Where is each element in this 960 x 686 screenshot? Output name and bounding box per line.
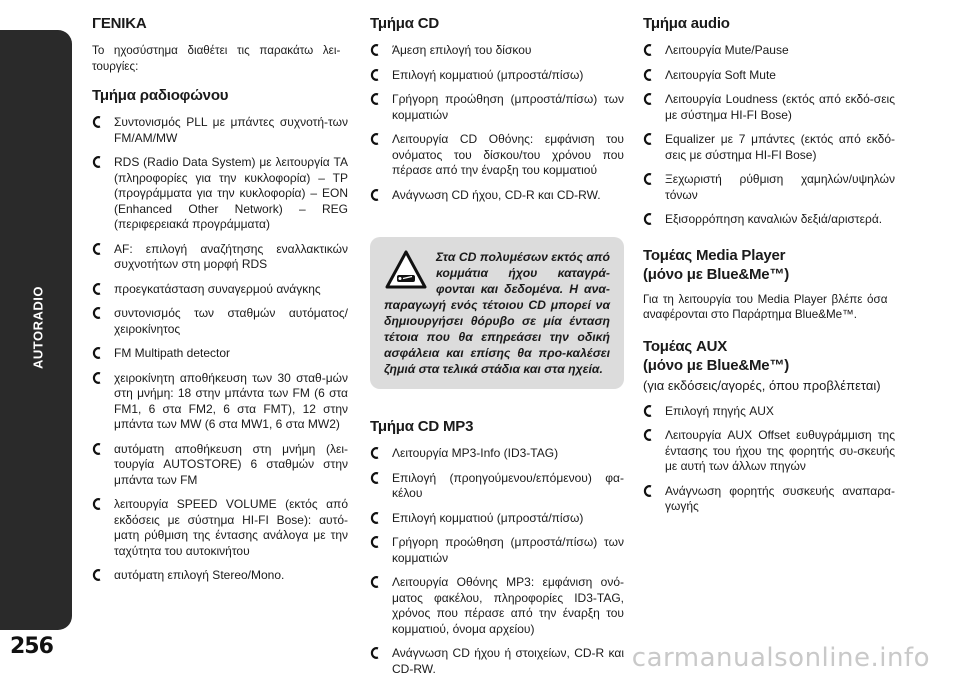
list-item-text: Επιλογή κομματιού (μπροστά/πίσω)	[392, 510, 584, 525]
list-item-text: χειροκίνητη αποθήκευση των 30 σταθ-μών στη μνήμη: 18 στην μπάντα των FM (6 στα FM1, 6 στα FM2, 6 στα FMT), 12 στην μπάντα των MW (6 στα MW1, 6 στα MW2)	[114, 370, 348, 431]
list-item	[370, 68, 624, 84]
list-item-text: Επιλογή (προηγούμενου/επόμενου) φα-κέλου	[392, 470, 624, 500]
bullet-icon	[92, 443, 102, 455]
section-title-audio: Τμήμα audio	[643, 15, 730, 32]
list-item	[92, 346, 348, 362]
section-title-cd: Τμήμα CD	[370, 15, 440, 32]
list-item	[92, 155, 348, 233]
list-item	[92, 497, 348, 559]
media-title-line2: (μόνο με Blue&Me™)	[643, 265, 790, 283]
list-item-text: RDS (Radio Data System) με λειτουργία TA (πληροφορίες για την κυκλοφορία) – TP (προγράμματα για την κυκλοφορία) – EON (Enhanced Other Network) – REG (περιφερειακά προγράμματα)	[114, 155, 348, 231]
list-item	[370, 646, 624, 677]
bullet-icon	[643, 485, 653, 497]
bullet-icon	[92, 156, 102, 168]
bullet-icon	[643, 213, 653, 225]
list-item	[92, 242, 348, 273]
list-item	[370, 43, 624, 59]
list-item-text: Γρήγορη προώθηση (μπροστά/πίσω) των κομματιών	[392, 535, 624, 565]
cd-mp3-list	[370, 446, 624, 677]
bullet-icon	[92, 569, 102, 581]
bullet-icon	[370, 647, 380, 659]
warning-triangle-icon	[384, 249, 428, 293]
bullet-icon	[370, 472, 380, 484]
list-item-text: Εξισορρόπηση καναλιών δεξιά/αριστερά.	[665, 212, 883, 226]
list-item	[92, 306, 348, 337]
section-title-cd-mp3: Τμήμα CD MP3	[370, 418, 474, 435]
bullet-icon	[643, 44, 653, 56]
column-audio	[643, 14, 895, 524]
bullet-icon	[643, 93, 653, 105]
section-title-general: ΓΕΝΙΚΑ	[92, 15, 147, 32]
bullet-icon	[370, 576, 380, 588]
bullet-icon	[643, 405, 653, 417]
list-item	[370, 471, 624, 502]
list-item	[643, 132, 895, 163]
section-title-radio: Τμήμα ραδιοφώνου	[92, 87, 229, 104]
list-item-text: συντονισμός των σταθμών αυτόματος/ χειροκίνητος	[114, 306, 348, 336]
list-item	[92, 115, 348, 146]
bullet-icon	[370, 536, 380, 548]
page-number: 256	[10, 634, 53, 659]
bullet-icon	[92, 307, 102, 319]
list-item	[643, 212, 895, 228]
bullet-icon	[370, 447, 380, 459]
list-item	[643, 92, 895, 123]
radio-list	[92, 115, 348, 584]
bullet-icon	[643, 69, 653, 81]
list-item-text: Λειτουργία Soft Mute	[665, 67, 776, 82]
list-item	[643, 428, 895, 475]
list-item	[92, 442, 348, 489]
list-item	[92, 282, 348, 298]
list-item-text: προεγκατάσταση συναγερμού ανάγκης	[114, 281, 321, 296]
list-item	[643, 172, 895, 203]
list-item	[370, 132, 624, 179]
list-item-text: Επιλογή κομματιού (μπροστά/πίσω)	[392, 67, 584, 82]
bullet-icon	[643, 133, 653, 145]
column-cd	[370, 14, 624, 686]
bullet-icon	[92, 498, 102, 510]
list-item-text: αυτόματη αποθήκευση στη μνήμη (λει-τουργία AUTOSTORE) 6 σταθμών στην μπάντα των FM	[114, 441, 348, 487]
list-item-text: Άμεση επιλογή του δίσκου	[392, 43, 532, 57]
list-item-text: αυτόματη επιλογή Stereo/Mono.	[114, 568, 285, 582]
aux-subtitle: (για εκδόσεις/αγορές, όπου προβλέπεται)	[643, 377, 881, 393]
list-item-text: Επιλογή πηγής AUX	[665, 403, 774, 418]
list-item-text: Λειτουργία CD Οθόνης: εμφάνιση του ονόματος του δίσκου/του χρόνου που πέρασε από την έναρξη του κομματιού	[392, 132, 624, 177]
aux-title-line2: (μόνο με Blue&Me™)	[643, 356, 790, 374]
list-item	[643, 43, 895, 59]
list-item	[92, 371, 348, 433]
bullet-icon	[370, 69, 380, 81]
watermark: carmanualsonline.info	[631, 643, 930, 673]
bullet-icon	[92, 372, 102, 384]
list-item-text: Ξεχωριστή ρύθμιση χαμηλών/υψηλών τόνων	[665, 172, 895, 202]
aux-title-line1: Τομέας AUX	[643, 337, 728, 355]
column-general	[92, 14, 348, 593]
media-player-text: Για τη λειτουργία του Media Player βλέπε όσα αναφέρονται στο Παράρτημα Blue&Me™.	[643, 291, 888, 321]
list-item	[643, 404, 895, 420]
sidebar-tab	[0, 30, 72, 630]
list-item	[370, 188, 624, 204]
aux-list	[643, 404, 895, 515]
list-item	[370, 446, 624, 462]
list-item-text: Ανάγνωση CD ήχου ή στοιχείων, CD-R και CD-RW.	[392, 646, 624, 676]
list-item-text: Λειτουργία MP3-Info (ID3-TAG)	[392, 446, 559, 460]
list-item-text: Λειτουργία AUX Offset ευθυγράμμιση της έντασης του ήχου της φορητής συ-σκευής με αυτή των άλλων πηγών	[665, 428, 895, 473]
list-item-text: FM Multipath detector	[114, 346, 231, 360]
list-item-text: Ανάγνωση CD ήχου, CD-R και CD-RW.	[392, 187, 601, 202]
bullet-icon	[643, 173, 653, 185]
section-title-media-player	[643, 246, 895, 284]
media-title-line1: Τομέας Media Player	[643, 246, 786, 264]
list-item-text: Λειτουργία Loudness (εκτός από εκδό-σεις με σύστημα HI-FI Bose)	[665, 92, 895, 122]
list-item	[370, 535, 624, 566]
bullet-icon	[370, 189, 380, 201]
list-item-text: Λειτουργία Οθόνης MP3: εμφάνιση ονό-ματος φακέλου, πληροφορίες ID3-TAG, χρόνος που πέρασε από την έναρξη του κομματιού, όνομα αρχείου)	[392, 575, 624, 636]
bullet-icon	[370, 512, 380, 524]
bullet-icon	[92, 347, 102, 359]
bullet-icon	[370, 93, 380, 105]
warning-box	[370, 237, 624, 389]
list-item-text: AF: επιλογή αναζήτησης εναλλακτικών συχνοτήτων στη μορφή RDS	[114, 241, 348, 271]
list-item	[643, 68, 895, 84]
cd-list	[370, 43, 624, 203]
list-item-text: λειτουργία SPEED VOLUME (εκτός από εκδόσεις με σύστημα HI-FI Bose): αυτό-ματη ρύθμιση της έντασης ανάλογα με την ταχύτητα του αυτοκινήτου	[114, 497, 348, 558]
bullet-icon	[92, 116, 102, 128]
list-item-text: Ανάγνωση φορητής συσκευής αναπαρα-γωγής	[665, 483, 895, 513]
intro-text: Το ηχοσύστημα διαθέτει τις παρακάτω λει-τουργίες:	[92, 43, 341, 73]
list-item-text: Λειτουργία Mute/Pause	[665, 43, 789, 57]
list-item	[370, 92, 624, 123]
audio-list	[643, 43, 895, 228]
bullet-icon	[643, 429, 653, 441]
list-item-text: Γρήγορη προώθηση (μπροστά/πίσω) των κομματιών	[392, 92, 624, 122]
list-item-text: Equalizer με 7 μπάντες (εκτός από εκδό-σεις με σύστημα HI-FI Bose)	[665, 132, 895, 162]
section-title-aux	[643, 337, 895, 375]
bullet-icon	[92, 243, 102, 255]
list-item	[643, 484, 895, 515]
warning-text: Στα CD πολυμέσων εκτός από κομμάτια ήχου καταγρά-φονται και δεδομένα. Η ανα-παραγωγή ενός τέτοιου CD μπορεί να δημιουργήσει θόρυβο σε μία ένταση τέτοια που θα επηρεάσει την οδική ασφάλεια και επίσης θα προ-καλέσει ζημιά στα τελικά στάδια και στα ηχεία.	[384, 250, 610, 376]
list-item	[370, 575, 624, 637]
sidebar-label: AUTORADIO	[30, 286, 46, 369]
bullet-icon	[370, 44, 380, 56]
bullet-icon	[92, 283, 102, 295]
bullet-icon	[370, 133, 380, 145]
list-item	[370, 511, 624, 527]
list-item	[92, 568, 348, 584]
list-item-text: Συντονισμός PLL με μπάντες συχνοτή-των FM/AM/MW	[114, 115, 348, 145]
